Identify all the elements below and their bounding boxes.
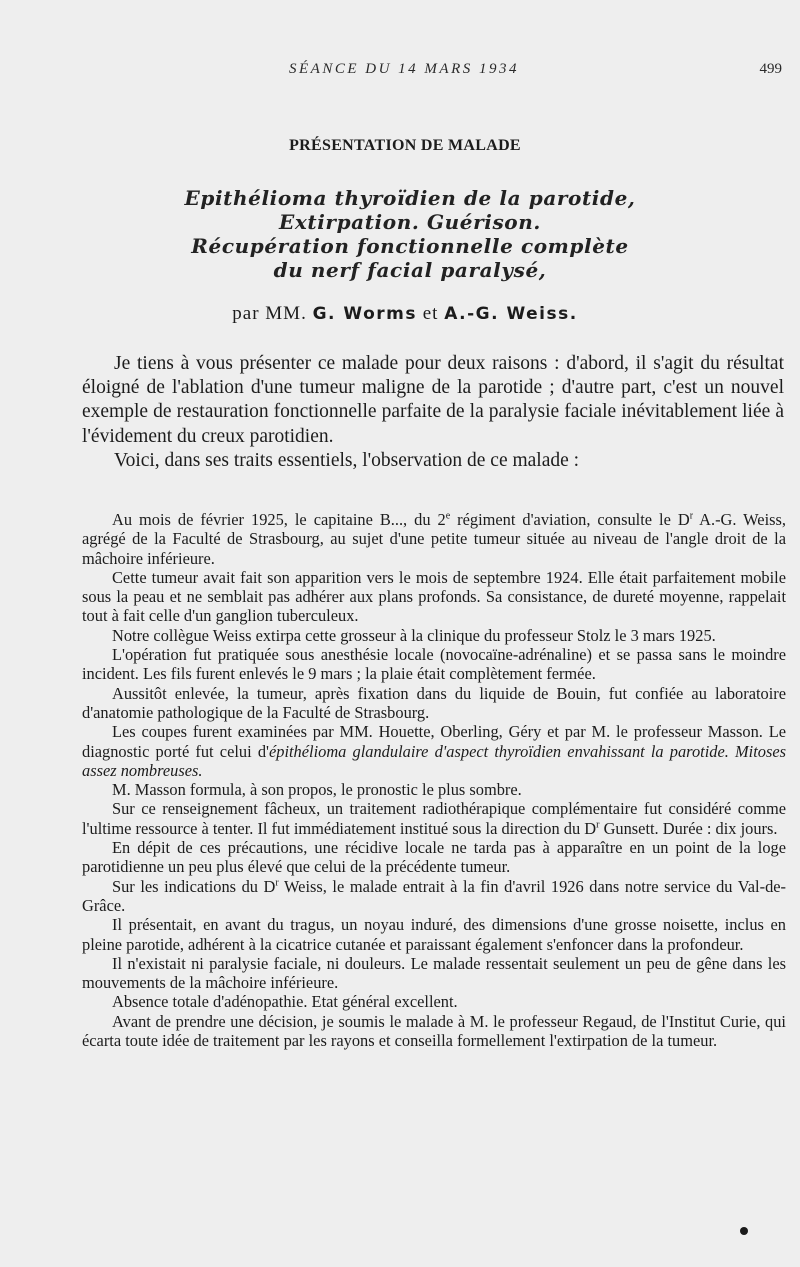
ink-spot	[740, 1227, 748, 1235]
page-number: 499	[759, 61, 782, 77]
observation-text	[82, 510, 786, 1050]
observation-paragraph: Aussitôt enlevée, la tumeur, après fixation dans du liquide de Bouin, fut confiée au laboratoire d'anatomie pathologique de la Faculté de Strasbourg.	[82, 683, 786, 722]
text-run: Gunsett. Durée : dix jours.	[599, 818, 778, 838]
title-line: Epithélioma thyroïdien de la parotide,	[184, 186, 636, 210]
intro-paragraph: Voici, dans ses traits essentiels, l'observation de ce malade :	[114, 449, 580, 471]
text-run: régiment d'aviation, consulte le D	[450, 510, 690, 529]
text-run: Weiss, le malade entrait à la fin d'avril 1926 dans notre service du Val-de-Grâce.	[82, 876, 786, 915]
observation-paragraph: M. Masson formula, à son propos, le pronostic le plus sombre.	[112, 780, 522, 800]
superscript: r	[275, 877, 279, 889]
byline-prefix: par MM.	[232, 303, 307, 324]
observation-paragraph: Il présentait, en avant du tragus, un noyau induré, des dimensions d'une grosse noisette, inclus en pleine parotide, adhérent à la cicatrice cutanée et paraissant également s'enfoncer dans la profondeur.	[82, 915, 786, 954]
byline-conjunction: et	[422, 303, 439, 324]
observation-paragraph: Notre collègue Weiss extirpa cette grosseur à la clinique du professeur Stolz le 3 mars 1925.	[112, 625, 716, 645]
observation-paragraph: L'opération fut pratiquée sous anesthésie locale (novocaïne-adrénaline) et se passa sans le moindre incident. Les fils furent enlevés le 9 mars ; la plaie était complètement fermée.	[82, 645, 786, 684]
author-name: A.-G. Weiss.	[444, 304, 578, 324]
observation-paragraph: Avant de prendre une décision, je soumis le malade à M. le professeur Regaud, de l'Institut Curie, qui écarta toute idée de traitement par les rayons et conseilla formellement l'extirpation de la tumeur.	[82, 1011, 786, 1051]
text-run: Au mois de février 1925, le capitaine B..., du 2	[112, 510, 446, 529]
observation-paragraph	[82, 510, 786, 568]
italic-diagnosis: épithélioma glandulaire d'aspect thyroïdien envahissant la parotide. Mitoses assez nombreuses.	[82, 741, 786, 780]
observation-paragraph	[82, 722, 786, 780]
observation-paragraph: Cette tumeur avait fait son apparition vers le mois de septembre 1924. Elle était parfaitement mobile sous la peau et ne semblait pas adhérer aux plans profonds. Sa consistance, de dureté moyenne, rappelait tout à fait celle d'un ganglion tuberculeux.	[82, 567, 786, 626]
observation-paragraph	[82, 877, 786, 916]
running-head	[0, 61, 800, 81]
superscript: r	[596, 819, 600, 831]
text-run: A.-G. Weiss, agrégé de la Faculté de Strasbourg, au sujet d'une petite tumeur située au niveau de l'angle droit de la mâchoire inférieure.	[82, 510, 786, 568]
byline	[0, 303, 800, 325]
superscript: r	[689, 510, 694, 522]
text-run: Les coupes furent examinées par MM. Houette, Oberling, Géry et par M. le professeur Masson. Le diagnostic porté fut celui d'	[82, 722, 786, 761]
running-title: SÉANCE DU 14 MARS 1934	[289, 61, 519, 77]
text-run: Sur les indications du D	[112, 876, 276, 896]
title-line: Récupération fonctionnelle complète	[191, 234, 629, 258]
author-name: G. Worms	[312, 304, 417, 324]
superscript: e	[445, 510, 451, 522]
title-line: du nerf facial paralysé,	[273, 258, 547, 282]
section-heading: PRÉSENTATION DE MALADE	[289, 137, 521, 154]
text-run: Sur ce renseignement fâcheux, un traitement radiothérapique complémentaire fut considéré comme l'ultime ressource à tenter. Il fut immédiatement institué sous la direction du D	[82, 799, 786, 838]
observation-paragraph: Absence totale d'adénopathie. Etat général excellent.	[112, 992, 458, 1012]
intro-paragraph: Je tiens à vous présenter ce malade pour deux raisons : d'abord, il s'agit du résultat éloigné de l'ablation d'une tumeur maligne de la parotide ; d'autre part, c'est un nouvel exemple de restauration fonctionnelle parfaite de la paralysie faciale inévitablement liée à l'évidement du creux parotidien.	[82, 353, 784, 447]
article-title	[0, 186, 800, 282]
introduction	[82, 352, 784, 473]
observation-paragraph	[82, 799, 786, 838]
observation-paragraph: Il n'existait ni paralysie faciale, ni douleurs. Le malade ressentait seulement un peu de gêne dans les mouvements de la mâchoire inférieure.	[82, 953, 786, 993]
observation-paragraph: En dépit de ces précautions, une récidive locale ne tarda pas à apparaître en un point de la loge parotidienne un peu plus élevé que celui de la précédente tumeur.	[82, 838, 786, 877]
title-line: Extirpation. Guérison.	[279, 210, 541, 234]
